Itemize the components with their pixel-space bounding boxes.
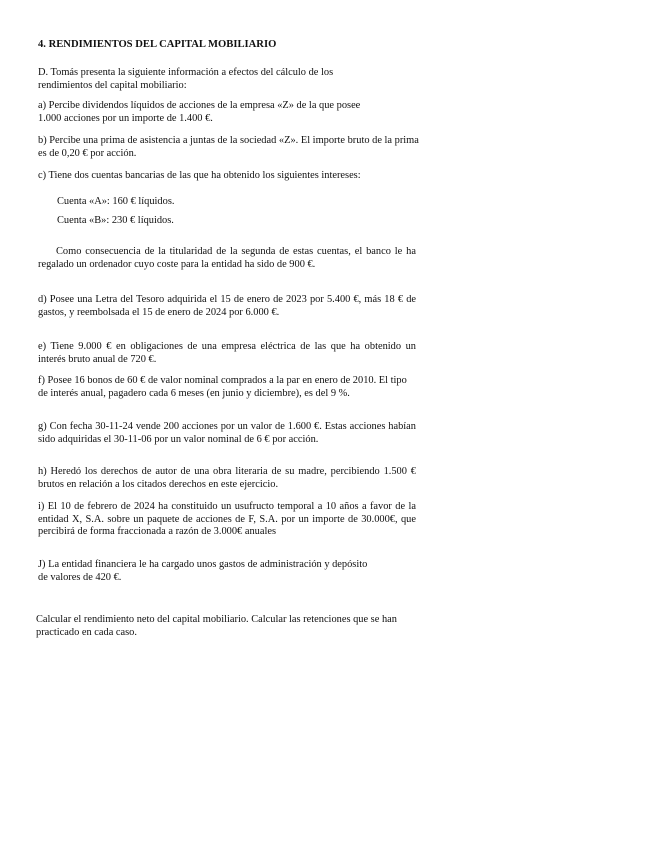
item-i-usufructo: i) El 10 de febrero de 2024 ha constituido un usufructo temporal a 10 años a favor de la entidad X, S.A. sobre un paquete de acciones de F, S.A. por un importe de 30.000€, que percibirá de forma fraccionada a razón de 3.000€ anuales (38, 501, 416, 538)
item-j-gastos-administracion: J) La entidad financiera le ha cargado unos gastos de administración y depósito de valores de 420 €. (38, 559, 368, 583)
item-h-derechos-autor: h) Heredó los derechos de autor de una obra literaria de su madre, percibiendo 1.500 € brutos en relación a los citados derechos en este ejercicio. (38, 466, 416, 490)
cuenta-b-line: Cuenta «B»: 230 € líquidos. (57, 215, 174, 226)
intro-paragraph: D. Tomás presenta la siguiente información a efectos del cálculo de los rendimientos del capital mobiliario: (38, 67, 334, 91)
item-c-cuentas-bancarias: c) Tiene dos cuentas bancarias de las que ha obtenido los siguientes intereses: (38, 170, 361, 181)
item-a-dividendos: a) Percibe dividendos líquidos de acciones de la empresa «Z» de la que posee 1.000 acciones por un importe de 1.400 €. (38, 100, 361, 124)
cuenta-a-line: Cuenta «A»: 160 € líquidos. (57, 196, 175, 207)
item-d-letra-tesoro: d) Posee una Letra del Tesoro adquirida el 15 de enero de 2023 por 5.400 €, más 18 € de gastos, y reembolsada el 15 de enero de 2024 por 6.000 €. (38, 294, 416, 318)
item-c-ordenador-paragraph: Como consecuencia de la titularidad de la segunda de estas cuentas, el banco le ha regalado un ordenador cuyo coste para la entidad ha sido de 900 €. (38, 246, 416, 270)
item-g-venta-acciones: g) Con fecha 30-11-24 vende 200 acciones por un valor de 1.600 €. Estas acciones habían sido adquiridas el 30-11-06 por un valor nominal de 6 € por acción. (38, 421, 416, 445)
conclusion-paragraph: Calcular el rendimiento neto del capital mobiliario. Calcular las retenciones que se han practicado en cada caso. (36, 614, 397, 638)
section-title: 4. RENDIMIENTOS DEL CAPITAL MOBILIARIO (38, 39, 277, 50)
item-b-prima-asistencia: b) Percibe una prima de asistencia a juntas de la sociedad «Z». El importe bruto de la prima es de 0,20 € por acción. (38, 135, 419, 159)
item-e-obligaciones: e) Tiene 9.000 € en obligaciones de una empresa eléctrica de las que ha obtenido un interés bruto anual de 720 €. (38, 341, 416, 365)
item-f-bonos: f) Posee 16 bonos de 60 € de valor nominal comprados a la par en enero de 2010. El tipo de interés anual, pagadero cada 6 meses (en junio y diciembre), es del 9 %. (38, 375, 407, 399)
